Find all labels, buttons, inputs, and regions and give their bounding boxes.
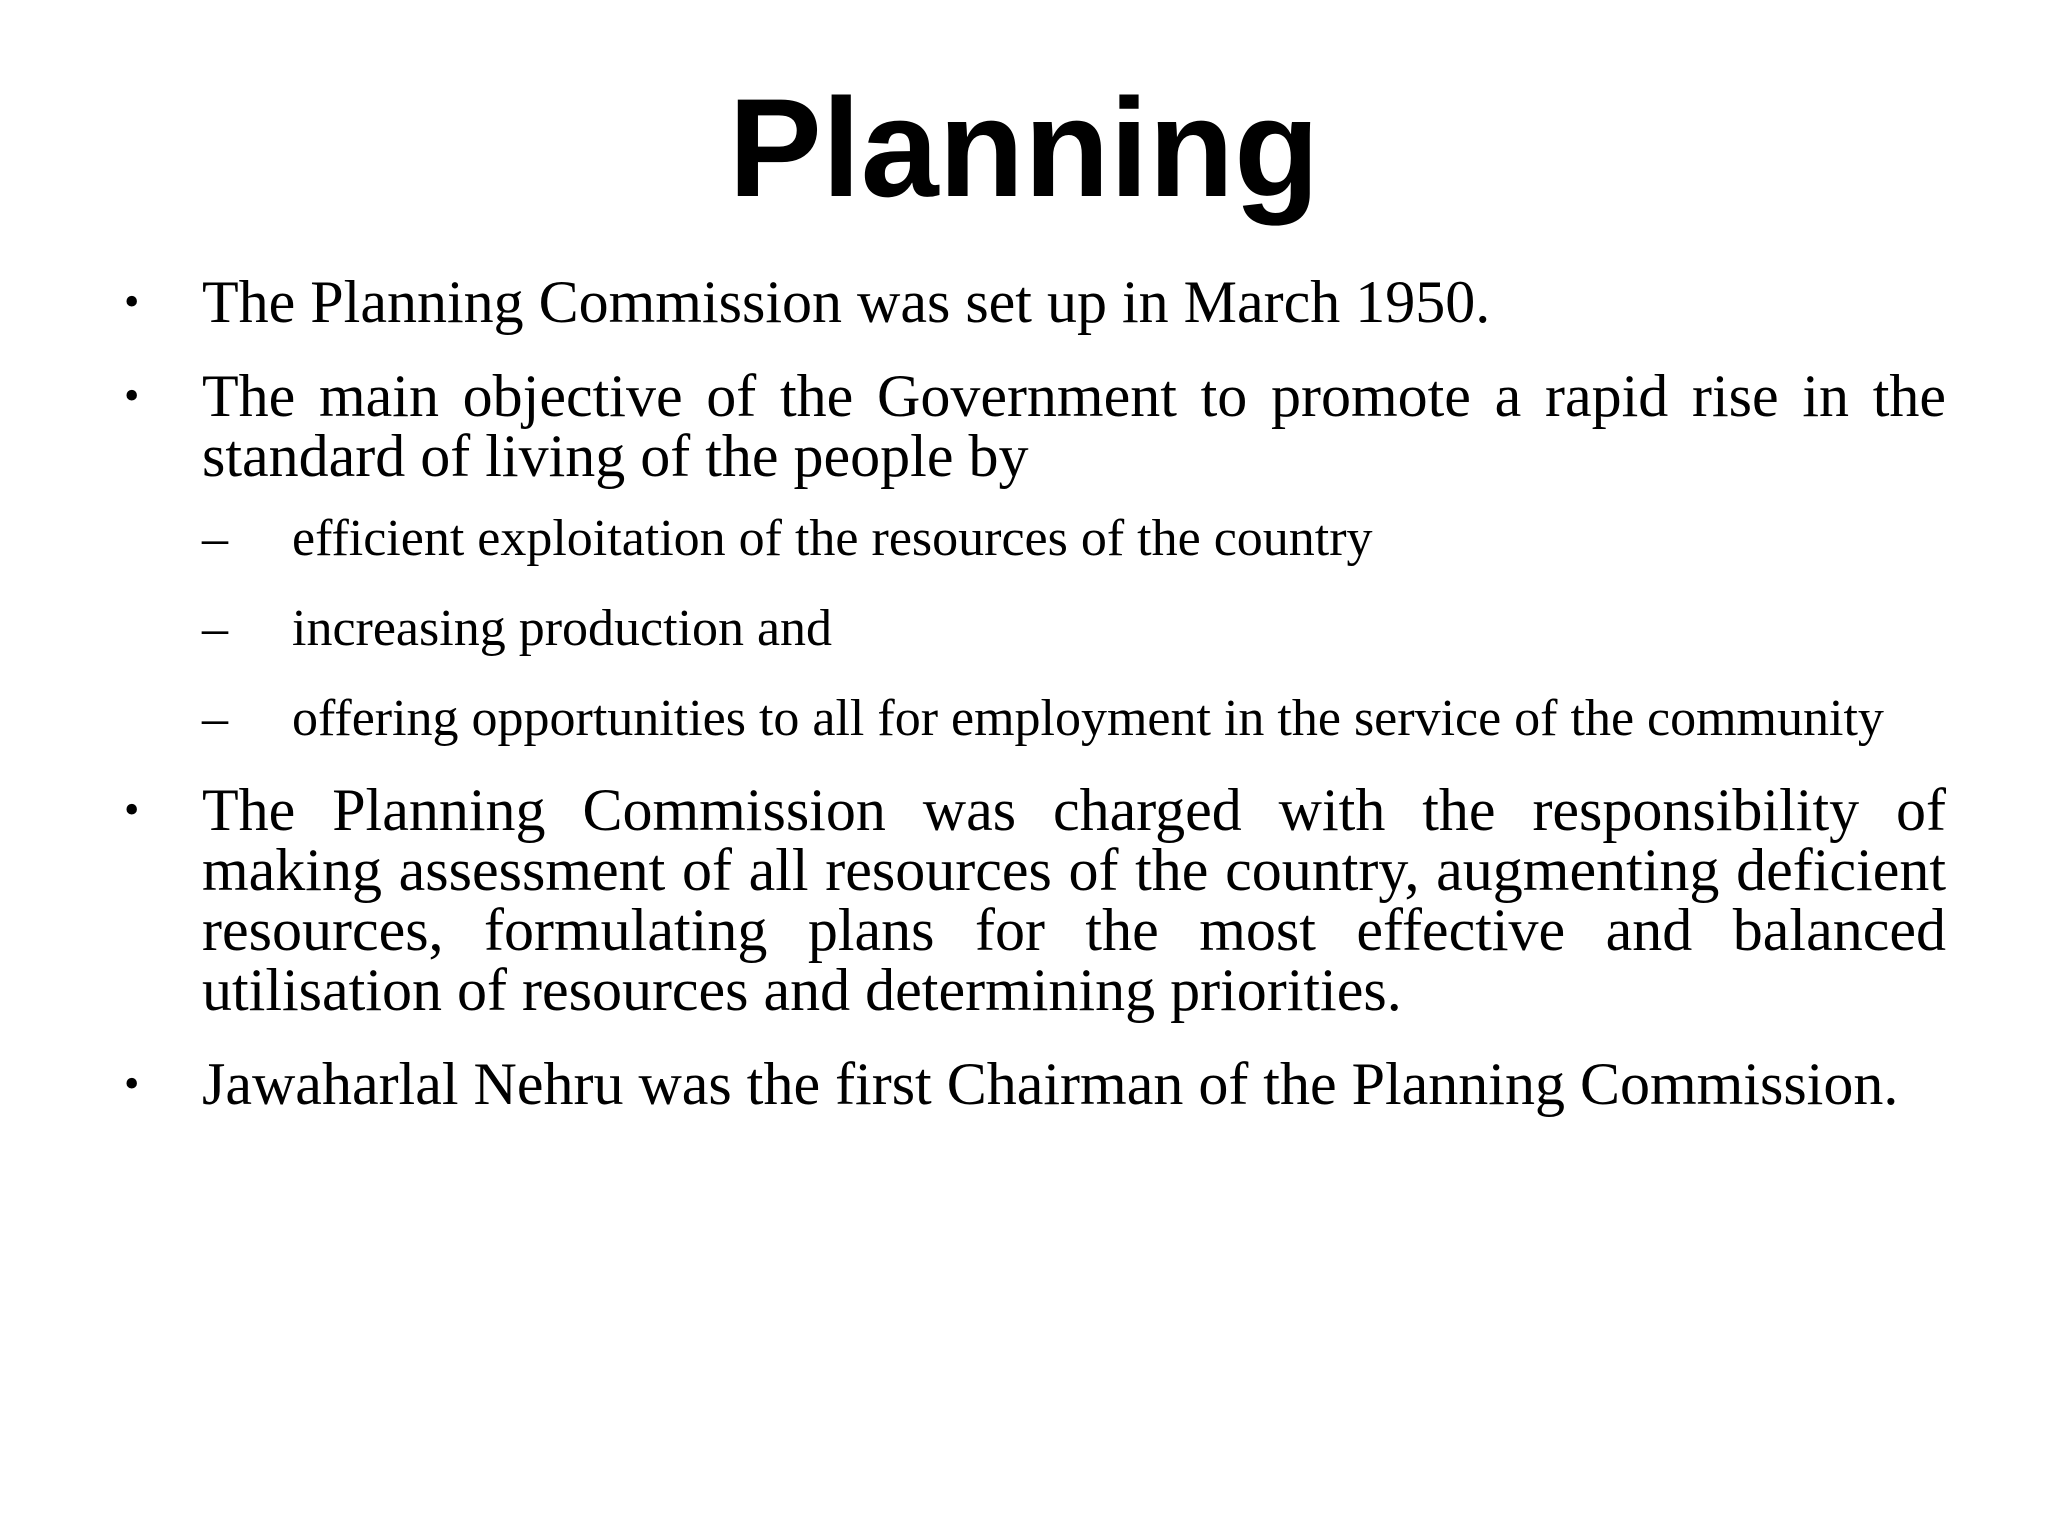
bullet-marker: • <box>124 277 140 326</box>
sub-bullet-text: efficient exploitation of the resources of the country <box>292 510 1373 567</box>
bullet-marker: • <box>124 1059 140 1108</box>
sub-bullet-marker: – <box>202 690 228 747</box>
slide-title: Planning <box>728 69 1320 226</box>
sub-bullet-item-3 <box>202 691 1946 746</box>
sub-bullet-text: offering opportunities to all for employment in the service of the community <box>292 690 1884 747</box>
sub-bullet-text: increasing production and <box>292 600 833 657</box>
sub-bullet-list <box>202 511 1946 746</box>
bullet-text: The Planning Commission was set up in March 1950. <box>202 269 1491 335</box>
sub-bullet-marker: – <box>202 510 228 567</box>
sub-bullet-marker: – <box>202 600 228 657</box>
bullet-text: Jawaharlal Nehru was the first Chairman of the Planning Commission. <box>202 1051 1899 1117</box>
bullet-item-1 <box>124 269 1946 335</box>
sub-bullet-item-1 <box>202 511 1946 566</box>
bullet-text: The Planning Commission was charged with the responsibility of making assessment of all resources of the country, augmenting deficient resources, formulating plans for the most effective and balanced utilisation of resources and determining priorities. <box>202 777 1946 1023</box>
bullet-item-3 <box>124 777 1946 1023</box>
bullet-item-4 <box>124 1051 1946 1117</box>
sub-bullet-item-2 <box>202 601 1946 656</box>
bullet-marker: • <box>124 785 140 834</box>
bullet-text: The main objective of the Government to promote a rapid rise in the standard of living of the people by <box>202 363 1946 489</box>
bullet-item-2 <box>124 363 1946 747</box>
bullet-marker: • <box>124 371 140 420</box>
bullet-list <box>124 269 1946 1148</box>
